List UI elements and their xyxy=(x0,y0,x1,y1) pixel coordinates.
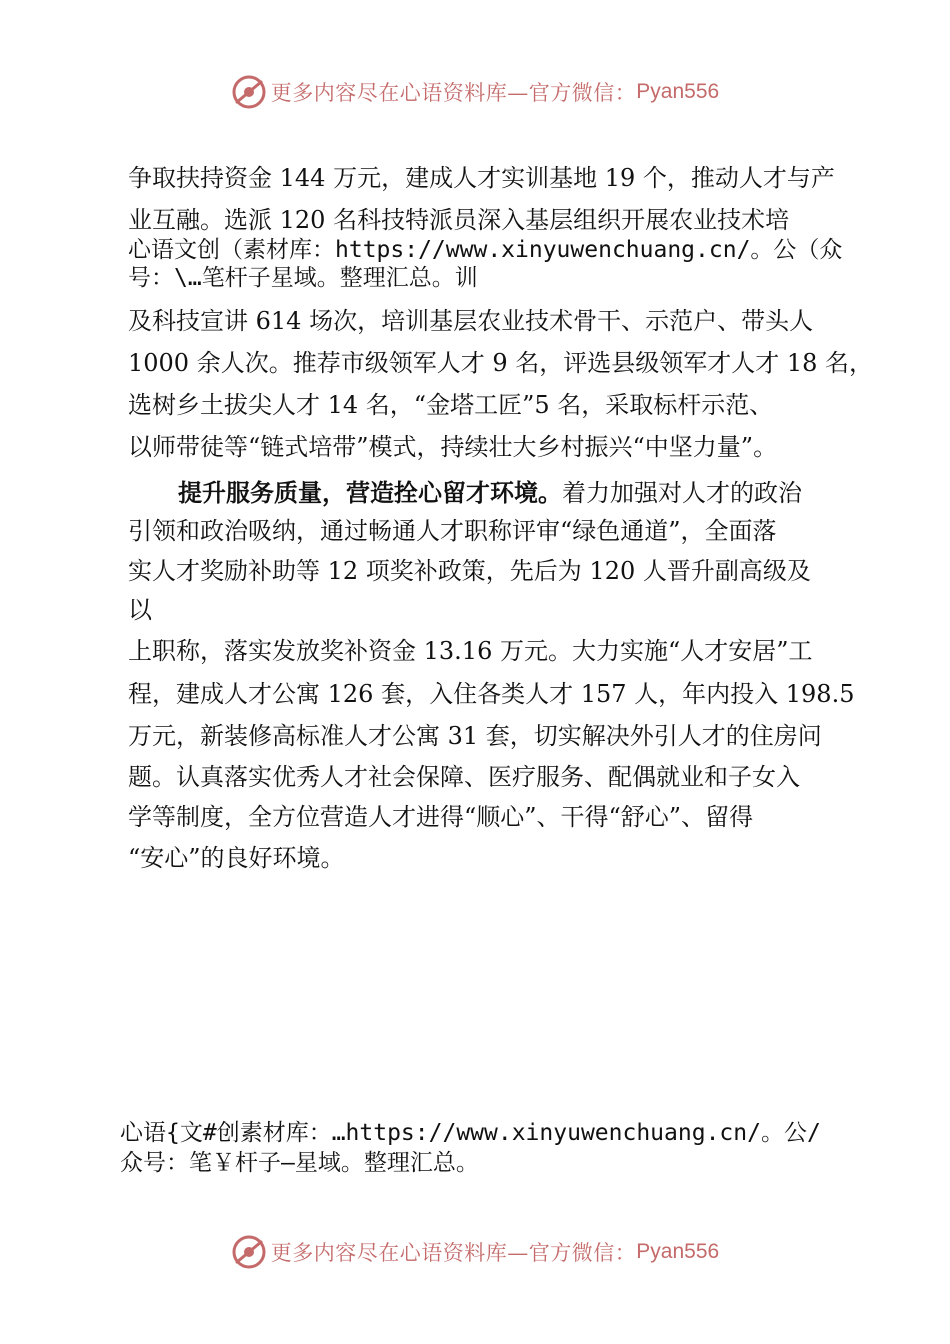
body-line: 业互融。选派 120 名科技特派员深入基层组织开展农业技术培 xyxy=(128,206,790,234)
banner-text: 更多内容尽在心语资料库—官方微信： xyxy=(270,81,637,105)
body-line: 选树乡土拔尖人才 14 名，“金塔工匠”5 名，采取标杆示范、 xyxy=(128,391,774,419)
banner-text: 更多内容尽在心语资料库—官方微信： xyxy=(270,1241,637,1265)
body-line: 引领和政治吸纳，通过畅通人才职称评审“绿色通道”，全面落 xyxy=(128,517,777,545)
body-line: 以 xyxy=(128,596,152,624)
body-line: “安心”的良好环境。 xyxy=(128,844,345,872)
body-line: 争取扶持资金 144 万元，建成人才实训基地 19 个，推动人才与产 xyxy=(128,164,835,192)
body-line: 上职称，落实发放奖补资金 13.16 万元。大力实施“人才安居”工 xyxy=(128,637,813,665)
logo-icon xyxy=(231,1234,267,1270)
watermark-line: 号：\…笔杆子星域。整理汇总。训 xyxy=(128,265,478,291)
paragraph-start xyxy=(178,478,802,508)
watermark-line: 心语{文#创素材库：…https://www.xinyuwenchuang.cn/。公/ xyxy=(120,1120,821,1146)
body-text: 着力加强对人才的政治 xyxy=(562,479,802,507)
body-line: 以师带徒等“链式培带”模式，持续壮大乡村振兴“中坚力量”。 xyxy=(128,433,778,461)
banner-handle: Pyan556 xyxy=(636,1240,720,1263)
body-line: 及科技宣讲 614 场次，培训基层农业技术骨干、示范户、带头人 xyxy=(128,307,814,335)
watermark-line: 众号：笔￥杆子—星域。整理汇总。 xyxy=(120,1150,479,1176)
banner-handle: Pyan556 xyxy=(636,80,720,103)
body-line: 学等制度，全方位营造人才进得“顺心”、干得“舒心”、留得 xyxy=(128,803,754,831)
section-heading: 提升服务质量，营造拴心留才环境。 xyxy=(178,479,562,507)
body-line: 题。认真落实优秀人才社会保障、医疗服务、配偶就业和子女入 xyxy=(128,763,800,791)
body-line: 万元，新装修高标准人才公寓 31 套，切实解决外引人才的住房问 xyxy=(128,722,822,750)
body-line: 实人才奖励补助等 12 项奖补政策，先后为 120 人晋升副高级及 xyxy=(128,557,811,585)
header-banner xyxy=(0,70,950,114)
body-line: 1000 余人次。推荐市级领军人才 9 名，评选县级领军才人才 18 名， xyxy=(128,349,874,377)
body-line: 程，建成人才公寓 126 套，入住各类人才 157 人，年内投入 198.5 xyxy=(128,680,855,708)
logo-icon xyxy=(231,74,267,110)
footer-banner xyxy=(0,1230,950,1274)
watermark-line: 心语文创（素材库：https://www.xinyuwenchuang.cn/。公（众 xyxy=(128,237,843,263)
